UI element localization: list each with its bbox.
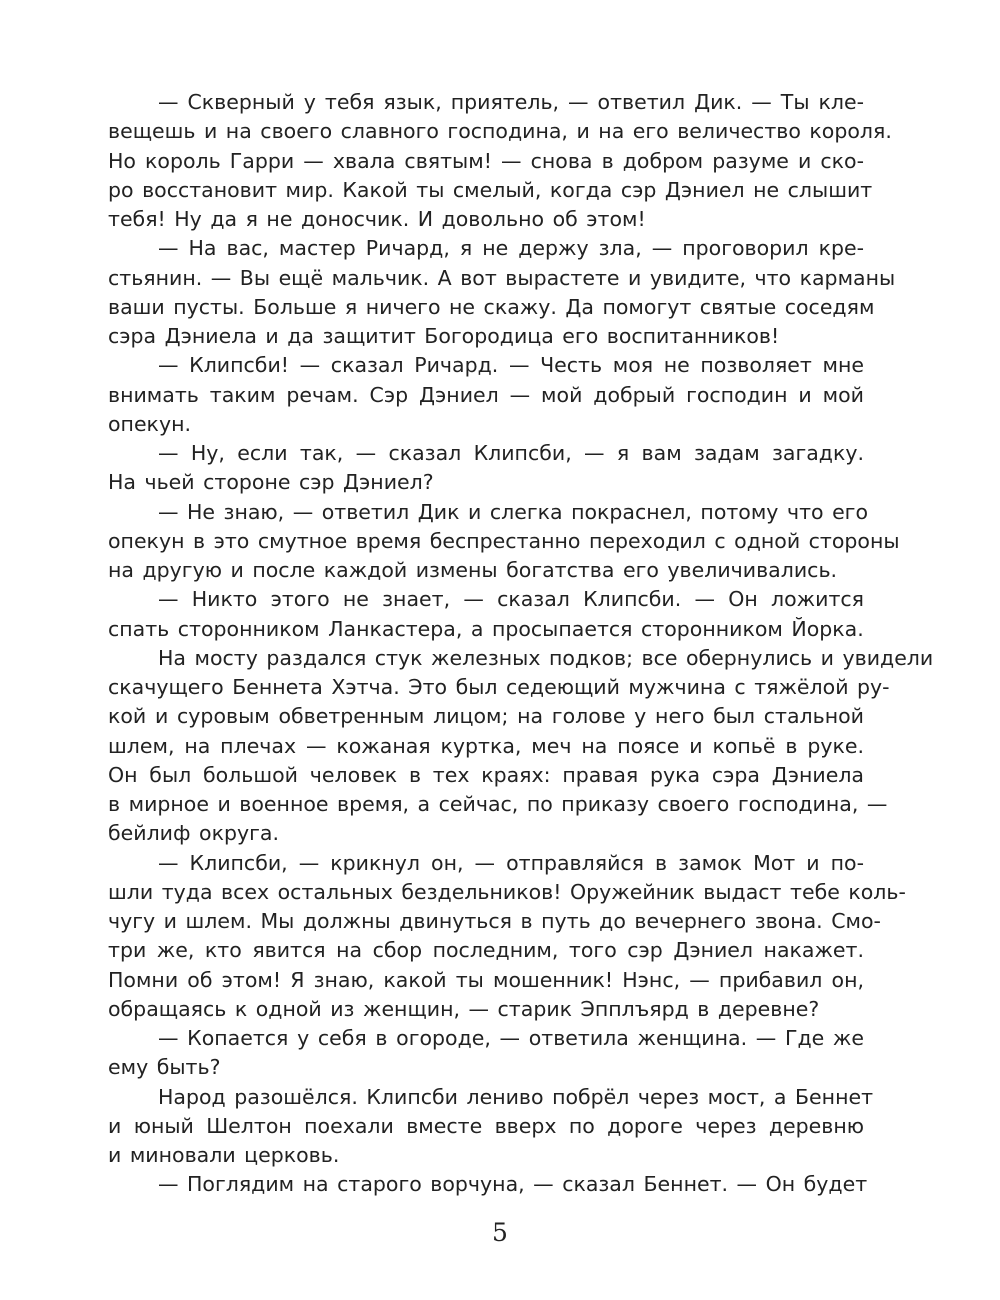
text-line: и юный Шелтон поехали вместе вверх по дороге через деревню xyxy=(108,1113,864,1138)
text-line: — Копается у себя в огороде, — ответила женщина. — Где же xyxy=(158,1026,864,1050)
text-line: бейлиф округа. xyxy=(108,821,279,846)
paragraph xyxy=(108,1170,868,1199)
paragraph xyxy=(108,498,900,586)
paragraph xyxy=(108,644,934,849)
text-line: — Никто этого не знает, — сказал Клипсби. — Он ложится xyxy=(158,587,864,612)
text-line: — На вас, мастер Ричард, я не держу зла, — проговорил кре- xyxy=(158,236,864,261)
text-line: стьянин. — Вы ещё мальчик. А вот вырастете и увидите, что карманы xyxy=(108,265,896,290)
text-line: опекун в это смутное время беспрестанно переходил с одной стороны xyxy=(108,528,900,553)
paragraph xyxy=(108,1083,874,1171)
text-line: Народ разошёлся. Клипсби лениво побрёл через мост, а Беннет xyxy=(158,1084,874,1109)
text-line: Он был большой человек в тех краях: правая рука сэра Дэниела xyxy=(108,762,864,787)
paragraph xyxy=(108,585,864,644)
paragraph xyxy=(108,88,892,234)
text-line: — Ну, если так, — сказал Клипсби, — я вам задам загадку. xyxy=(158,441,864,465)
text-line: чугу и шлем. Мы должны двинуться в путь до вечернего звона. Смо- xyxy=(108,909,881,933)
body-text xyxy=(108,88,934,1200)
text-line: и миновали церковь. xyxy=(108,1143,340,1167)
text-line: — Не знаю, — ответил Дик и слегка покраснел, потому что его xyxy=(158,499,868,524)
text-line: ему быть? xyxy=(108,1055,221,1080)
page-number: 5 xyxy=(492,1218,508,1247)
text-line: вещешь и на своего славного господина, и на его величество короля. xyxy=(108,119,892,144)
text-line: — Клипсби! — сказал Ричард. — Честь моя не позволяет мне xyxy=(158,353,864,378)
text-line: — Клипсби, — крикнул он, — отправляйся в замок Мот и по- xyxy=(158,850,864,875)
text-line: Но король Гарри — хвала святым! — снова в добром разуме и ско- xyxy=(108,148,864,173)
text-line: ваши пусты. Больше я ничего не скажу. Да помогут святые соседям xyxy=(108,294,875,319)
text-line: внимать таким речам. Сэр Дэниел — мой добрый господин и мой xyxy=(108,382,864,407)
text-line: опекун. xyxy=(108,411,191,436)
text-line: три же, кто явится на сбор последним, того сэр Дэниел накажет. xyxy=(108,938,864,963)
paragraph xyxy=(108,234,896,351)
text-line: — Скверный у тебя язык, приятель, — ответил Дик. — Ты кле- xyxy=(158,90,864,114)
text-line: спать сторонником Ланкастера, а просыпается сторонником Йорка. xyxy=(108,616,864,641)
text-line: шли туда всех остальных бездельников! Оружейник выдаст тебе коль- xyxy=(108,879,906,904)
text-line: ро восстановит мир. Какой ты смелый, когда сэр Дэниел не слышит xyxy=(108,177,873,202)
paragraph xyxy=(108,849,906,1025)
text-line: сэра Дэниела и да защитит Богородица его воспитанников! xyxy=(108,324,780,348)
paragraph xyxy=(108,1024,864,1083)
text-line: скачущего Беннета Хэтча. Это был седеющий мужчина с тяжёлой ру- xyxy=(108,675,890,699)
text-line: обращаясь к одной из женщин, — старик Эпплъярд в деревне? xyxy=(108,996,820,1021)
text-line: — Поглядим на старого ворчуна, — сказал Беннет. — Он будет xyxy=(158,1172,868,1197)
text-line: тебя! Ну да я не доносчик. И довольно об этом! xyxy=(108,207,646,231)
text-line: кой и суровым обветренным лицом; на голове у него был стальной xyxy=(108,704,864,729)
text-line: в мирное и военное время, а сейчас, по приказу своего господина, — xyxy=(108,792,888,816)
text-line: Помни об этом! Я знаю, какой ты мошенник! Нэнс, — прибавил он, xyxy=(108,967,864,992)
text-line: На мосту раздался стук железных подков; все обернулись и увидели xyxy=(158,645,934,670)
text-line: шлем, на плечах — кожаная куртка, меч на поясе и копьё в руке. xyxy=(108,733,864,758)
paragraph xyxy=(108,439,864,498)
text-line: на другую и после каждой измены богатства его увеличивались. xyxy=(108,558,838,582)
paragraph xyxy=(108,351,864,439)
text-line: На чьей стороне сэр Дэниел? xyxy=(108,470,434,495)
